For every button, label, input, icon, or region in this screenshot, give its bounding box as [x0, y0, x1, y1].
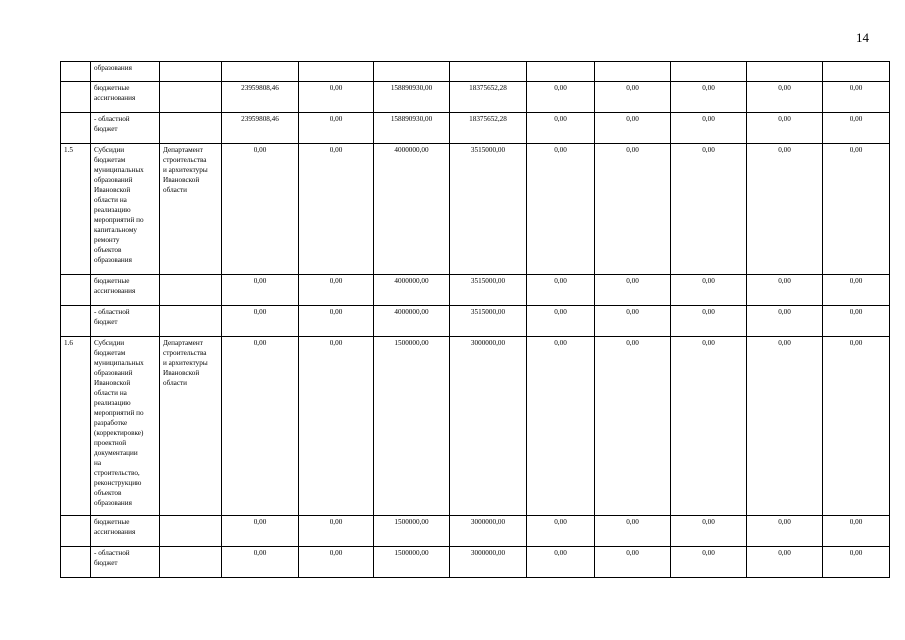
- table-row: [61, 516, 890, 547]
- value-cell: 0,00: [671, 144, 747, 275]
- value-cell: 0,00: [299, 547, 374, 578]
- table-row: [61, 547, 890, 578]
- value-cell: 0,00: [595, 516, 671, 547]
- value-cell: 0,00: [671, 306, 747, 337]
- row-name-cell: - областной бюджет: [91, 306, 160, 337]
- value-cell: 3515000,00: [450, 275, 527, 306]
- value-cell: 0,00: [747, 547, 823, 578]
- value-cell: 0,00: [527, 144, 595, 275]
- value-cell: 0,00: [299, 306, 374, 337]
- row-number-cell: [61, 62, 91, 82]
- value-cell: 1500000,00: [374, 337, 450, 516]
- value-cell: 0,00: [823, 516, 890, 547]
- row-number-cell: [61, 82, 91, 113]
- value-cell: 158890930,00: [374, 113, 450, 144]
- value-cell: [747, 62, 823, 82]
- page-number: 14: [856, 30, 869, 45]
- row-number-cell: [61, 516, 91, 547]
- value-cell: [450, 62, 527, 82]
- value-cell: 0,00: [595, 337, 671, 516]
- value-cell: 4000000,00: [374, 144, 450, 275]
- value-cell: 0,00: [222, 306, 299, 337]
- value-cell: 0,00: [671, 113, 747, 144]
- executor-cell: [160, 547, 222, 578]
- value-cell: 0,00: [595, 306, 671, 337]
- value-cell: 18375652,28: [450, 113, 527, 144]
- value-cell: 0,00: [527, 516, 595, 547]
- executor-cell: Департамент строительства и архитектуры Ивановской области: [160, 144, 222, 275]
- executor-cell: [160, 113, 222, 144]
- value-cell: [595, 62, 671, 82]
- value-cell: 0,00: [747, 82, 823, 113]
- value-cell: 0,00: [671, 82, 747, 113]
- value-cell: 0,00: [299, 82, 374, 113]
- value-cell: 0,00: [527, 547, 595, 578]
- table-row: [61, 62, 890, 82]
- value-cell: 0,00: [823, 306, 890, 337]
- row-name-cell: - областной бюджет: [91, 547, 160, 578]
- value-cell: 3000000,00: [450, 337, 527, 516]
- row-number-cell: [61, 306, 91, 337]
- value-cell: 0,00: [595, 547, 671, 578]
- value-cell: 0,00: [823, 82, 890, 113]
- row-number-cell: 1.6: [61, 337, 91, 516]
- value-cell: 3000000,00: [450, 547, 527, 578]
- value-cell: 23959808,46: [222, 113, 299, 144]
- value-cell: 3515000,00: [450, 306, 527, 337]
- value-cell: 3515000,00: [450, 144, 527, 275]
- value-cell: 0,00: [595, 82, 671, 113]
- executor-cell: Департамент строительства и архитектуры Ивановской области: [160, 337, 222, 516]
- value-cell: 0,00: [823, 113, 890, 144]
- executor-cell: [160, 62, 222, 82]
- value-cell: 0,00: [222, 275, 299, 306]
- value-cell: 0,00: [595, 144, 671, 275]
- value-cell: 0,00: [747, 144, 823, 275]
- table-row: [61, 306, 890, 337]
- value-cell: 1500000,00: [374, 516, 450, 547]
- value-cell: [222, 62, 299, 82]
- table-row: [61, 337, 890, 516]
- value-cell: [299, 62, 374, 82]
- value-cell: 0,00: [671, 516, 747, 547]
- value-cell: [374, 62, 450, 82]
- value-cell: [823, 62, 890, 82]
- value-cell: 0,00: [527, 82, 595, 113]
- value-cell: 4000000,00: [374, 306, 450, 337]
- value-cell: 0,00: [747, 275, 823, 306]
- row-name-cell: бюджетные ассигнования: [91, 275, 160, 306]
- value-cell: 3000000,00: [450, 516, 527, 547]
- row-name-cell: бюджетные ассигнования: [91, 516, 160, 547]
- value-cell: 0,00: [595, 275, 671, 306]
- row-number-cell: 1.5: [61, 144, 91, 275]
- table-row: [61, 144, 890, 275]
- value-cell: 0,00: [527, 275, 595, 306]
- value-cell: 0,00: [299, 516, 374, 547]
- executor-cell: [160, 82, 222, 113]
- value-cell: 1500000,00: [374, 547, 450, 578]
- value-cell: 4000000,00: [374, 275, 450, 306]
- value-cell: 0,00: [299, 337, 374, 516]
- value-cell: 0,00: [527, 113, 595, 144]
- value-cell: 0,00: [823, 144, 890, 275]
- value-cell: 0,00: [595, 113, 671, 144]
- value-cell: 0,00: [299, 113, 374, 144]
- value-cell: 0,00: [671, 547, 747, 578]
- value-cell: 0,00: [823, 337, 890, 516]
- row-number-cell: [61, 275, 91, 306]
- table-row: [61, 275, 890, 306]
- value-cell: 0,00: [222, 516, 299, 547]
- row-name-cell: Субсидии бюджетам муниципальных образований Ивановской области на реализацию мероприятий по разработке (корректировке) проектной документации на строительство, реконструкцию объектов образования: [91, 337, 160, 516]
- value-cell: 0,00: [222, 337, 299, 516]
- table-row: [61, 113, 890, 144]
- value-cell: 158890930,00: [374, 82, 450, 113]
- value-cell: 0,00: [823, 275, 890, 306]
- executor-cell: [160, 275, 222, 306]
- value-cell: 18375652,28: [450, 82, 527, 113]
- value-cell: 0,00: [747, 337, 823, 516]
- row-name-cell: Субсидии бюджетам муниципальных образований Ивановской области на реализацию мероприятий по капитальному ремонту объектов образования: [91, 144, 160, 275]
- value-cell: 0,00: [823, 547, 890, 578]
- value-cell: 0,00: [671, 337, 747, 516]
- row-name-cell: образования: [91, 62, 160, 82]
- table-body: [61, 62, 890, 578]
- executor-cell: [160, 516, 222, 547]
- value-cell: 0,00: [299, 275, 374, 306]
- budget-table: [60, 61, 890, 578]
- table-row: [61, 82, 890, 113]
- row-number-cell: [61, 547, 91, 578]
- value-cell: 0,00: [747, 516, 823, 547]
- value-cell: 23959808,46: [222, 82, 299, 113]
- value-cell: [671, 62, 747, 82]
- row-number-cell: [61, 113, 91, 144]
- value-cell: 0,00: [527, 306, 595, 337]
- value-cell: 0,00: [747, 113, 823, 144]
- row-name-cell: - областной бюджет: [91, 113, 160, 144]
- executor-cell: [160, 306, 222, 337]
- value-cell: 0,00: [222, 144, 299, 275]
- value-cell: 0,00: [222, 547, 299, 578]
- row-name-cell: бюджетные ассигнования: [91, 82, 160, 113]
- value-cell: 0,00: [299, 144, 374, 275]
- value-cell: 0,00: [747, 306, 823, 337]
- value-cell: 0,00: [671, 275, 747, 306]
- value-cell: 0,00: [527, 337, 595, 516]
- value-cell: [527, 62, 595, 82]
